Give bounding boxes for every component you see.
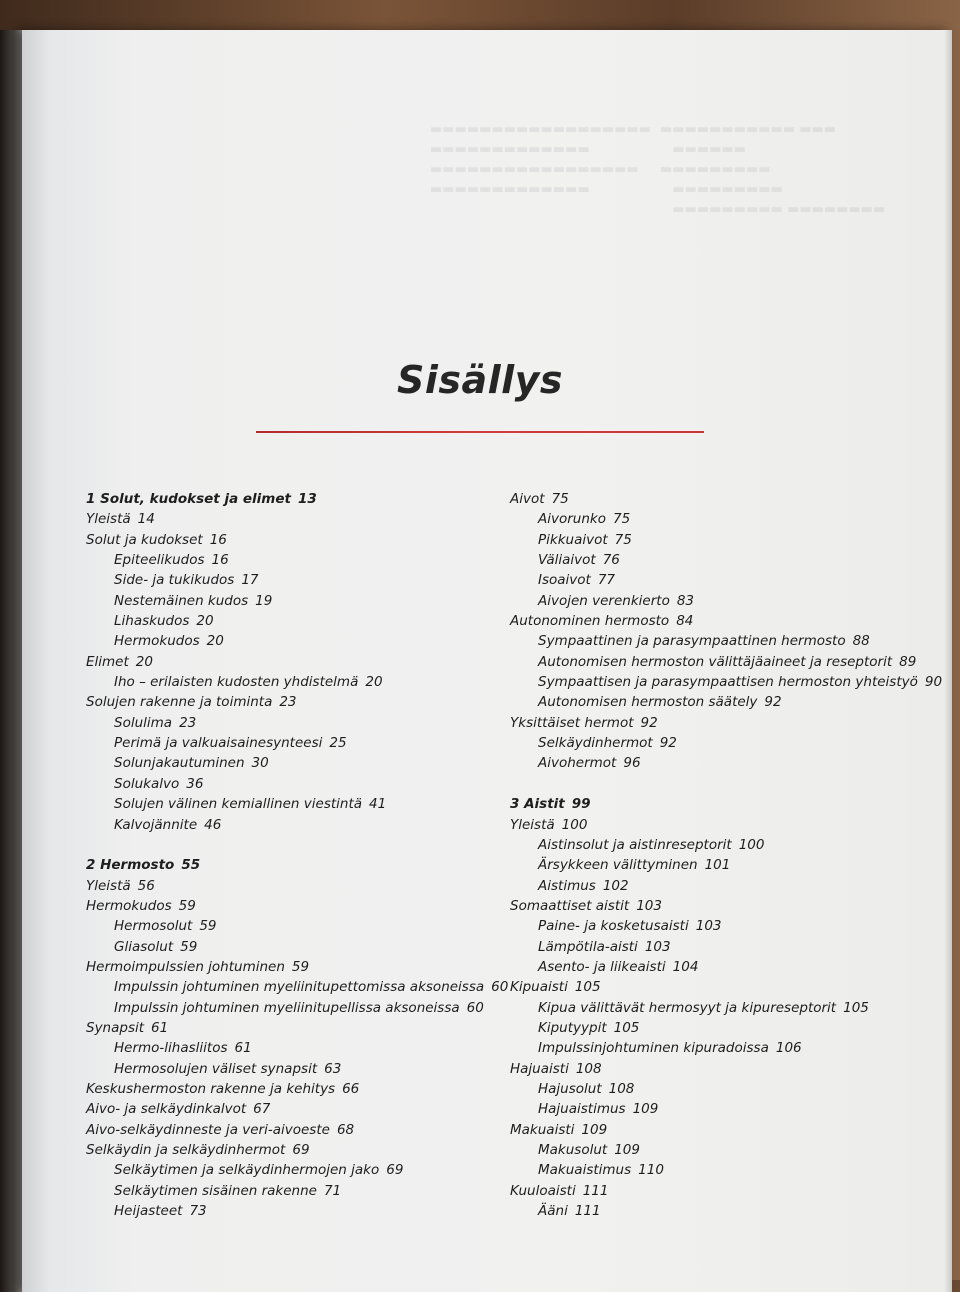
toc-page-number: 59	[180, 938, 198, 955]
toc-page-number: 20	[135, 653, 153, 670]
toc-page-number: 20	[365, 674, 383, 691]
toc-entry-title: 1 Solut, kudokset ja elimet	[86, 491, 291, 507]
toc-entry-title: Sympaattinen ja parasympaattinen hermosto	[538, 633, 846, 650]
toc-entry	[510, 1140, 940, 1160]
toc-entry	[510, 692, 940, 712]
page-title: Sisällys	[396, 358, 564, 402]
toc-entry-title: Solulima	[114, 714, 173, 731]
toc-page-number: 20	[196, 613, 214, 630]
toc-page-number: 104	[672, 958, 699, 975]
toc-page-number: 108	[608, 1080, 635, 1097]
toc-page-number: 69	[386, 1162, 404, 1179]
toc-page-number: 109	[581, 1121, 608, 1138]
toc-page-number: 105	[613, 1019, 640, 1036]
toc-entry	[510, 733, 940, 753]
toc-chapter-heading	[510, 794, 940, 814]
toc-page-number: 13	[298, 491, 317, 507]
toc-entry-title: Aivo-selkäydinneste ja veri-aivoeste	[86, 1121, 330, 1138]
toc-entry	[510, 591, 940, 611]
toc-entry-title: Somaattiset aistit	[510, 897, 630, 914]
toc-page-number: 109	[632, 1101, 659, 1118]
toc-chapter-heading	[86, 489, 506, 509]
toc-entry	[510, 509, 940, 529]
toc-entry	[510, 631, 940, 651]
toc-entry	[86, 957, 506, 977]
toc-entry-title: Makuaisti	[510, 1121, 575, 1138]
toc-entry-title: Hajusolut	[538, 1080, 602, 1097]
toc-entry	[86, 998, 506, 1018]
toc-entry	[86, 1120, 506, 1140]
toc-entry-title: Synapsit	[86, 1019, 145, 1036]
toc-entry-title: Hermoimpulssien johtuminen	[86, 958, 285, 975]
toc-page-number: 99	[571, 796, 591, 813]
toc-entry-title: Iho – erilaisten kudosten yhdistelmä	[114, 674, 359, 691]
toc-page-number: 61	[151, 1019, 169, 1036]
toc-entry-title: Kiputyypit	[538, 1019, 607, 1036]
toc-entry-title: Hajuaistimus	[538, 1101, 626, 1118]
toc-entry	[510, 835, 940, 855]
toc-entry-title: Kipuaisti	[510, 979, 568, 996]
toc-entry-title: Hermo-lihasliitos	[114, 1040, 228, 1057]
toc-page-number: 111	[582, 1182, 609, 1199]
toc-page-number: 110	[638, 1162, 664, 1179]
toc-entry-title: Epiteelikudos	[114, 552, 205, 569]
toc-entry	[86, 1018, 506, 1038]
toc-entry	[86, 550, 506, 570]
toc-entry	[510, 1201, 940, 1221]
toc-entry	[510, 713, 940, 733]
toc-entry	[510, 855, 940, 875]
toc-page-number: 66	[342, 1080, 360, 1097]
toc-page-number: 103	[695, 918, 722, 935]
toc-page-number: 59	[199, 918, 217, 935]
toc-page-number: 16	[211, 552, 229, 569]
toc-entry-title: Kalvojännite	[114, 816, 198, 833]
toc-entry	[86, 1038, 506, 1058]
toc-entry-title: Autonomisen hermoston välittäjäaineet ja reseptorit	[538, 653, 893, 670]
toc-entry-title: Aistinsolut ja aistinreseptorit	[538, 836, 732, 853]
toc-entry-title: Autonominen hermosto	[510, 613, 670, 630]
toc-entry-title: Hermokudos	[86, 897, 172, 914]
toc-page-number: 75	[614, 531, 632, 548]
toc-page-number: 46	[204, 816, 222, 833]
toc-entry-title: Selkäytimen ja selkäydinhermojen jako	[114, 1162, 380, 1179]
toc-entry	[86, 1099, 506, 1119]
toc-entry	[86, 916, 506, 936]
toc-entry-title: Hermosolut	[114, 918, 193, 935]
toc-entry-title: Solujen välinen kemiallinen viestintä	[114, 796, 363, 813]
toc-entry-title: Gliasolut	[114, 938, 174, 955]
toc-entry	[510, 916, 940, 936]
toc-page-number: 71	[323, 1182, 342, 1199]
toc-entry-title: Hajuaisti	[510, 1060, 569, 1077]
toc-entry	[86, 713, 506, 733]
toc-page-number: 96	[623, 755, 641, 772]
toc-entry	[510, 550, 940, 570]
toc-page-number: 60	[466, 999, 484, 1016]
toc-page-number: 100	[738, 836, 765, 853]
toc-entry-title: Yleistä	[86, 511, 131, 528]
toc-entry-title: Pikkuaivot	[538, 531, 608, 548]
toc-entry	[86, 672, 506, 692]
toc-entry	[510, 530, 940, 550]
toc-entry	[86, 876, 506, 896]
toc-entry-title: Aistimus	[538, 877, 596, 894]
toc-entry-title: Selkäydin ja selkäydinhermot	[86, 1142, 286, 1158]
toc-entry-title: Makusolut	[538, 1142, 608, 1158]
toc-entry	[510, 489, 940, 509]
toc-entry-title: Yleistä	[510, 816, 555, 833]
toc-entry-title: Solunjakautuminen	[114, 755, 245, 772]
toc-page-number: 83	[676, 592, 695, 609]
toc-entry-title: Väliaivot	[538, 552, 596, 569]
toc-entry-title: Lämpötila-aisti	[538, 938, 638, 955]
toc-page-number: 75	[551, 491, 569, 507]
toc-entry-title: Sympaattisen ja parasympaattisen hermoston yhteistyö	[538, 674, 918, 691]
toc-entry-title: Aivo- ja selkäydinkalvot	[86, 1101, 247, 1118]
toc-entry-title: Aivojen verenkierto	[538, 592, 670, 609]
toc-entry	[86, 815, 506, 835]
toc-entry-title: Impulssinjohtuminen kipuradoissa	[538, 1040, 769, 1057]
toc-page-number: 73	[189, 1203, 207, 1220]
toc-page-number: 60	[491, 979, 509, 996]
toc-entry	[86, 774, 506, 794]
toc-entry-title: Asento- ja liikeaisti	[538, 958, 666, 975]
toc-entry	[510, 1099, 940, 1119]
toc-entry	[86, 509, 506, 529]
toc-entry	[510, 977, 940, 997]
toc-page-number: 17	[241, 572, 259, 589]
toc-page-number: 63	[324, 1060, 342, 1077]
toc-page-number: 56	[137, 877, 155, 894]
toc-entry	[510, 652, 940, 672]
toc-page-number: 103	[644, 938, 671, 955]
toc-page-number: 68	[336, 1121, 355, 1138]
toc-entry-title: Hermokudos	[114, 633, 200, 650]
toc-entry	[86, 692, 506, 712]
toc-entry	[510, 815, 940, 835]
toc-page-number: 100	[561, 816, 588, 833]
toc-entry-title: Selkäytimen sisäinen rakenne	[114, 1182, 317, 1199]
toc-entry-title: Selkäydinhermot	[538, 735, 653, 752]
toc-page-number: 59	[291, 958, 310, 975]
toc-entry-title: Elimet	[86, 653, 129, 670]
toc-entry-title: Lihaskudos	[114, 613, 190, 630]
toc-entry	[510, 957, 940, 977]
toc-page-number: 105	[574, 979, 601, 996]
toc-page-number: 111	[574, 1203, 601, 1220]
toc-page-number: 75	[612, 511, 631, 528]
toc-entry-title: Solujen rakenne ja toiminta	[86, 694, 273, 711]
toc-entry	[510, 998, 940, 1018]
toc-page-number: 55	[181, 857, 201, 874]
toc-entry	[510, 1181, 940, 1201]
toc-left-column	[86, 489, 509, 1221]
toc-page-number: 67	[253, 1101, 271, 1118]
title-underline-rule	[256, 431, 704, 433]
toc-entry	[86, 977, 509, 997]
toc-entry	[510, 570, 940, 590]
toc-entry-title: 3 Aistit	[510, 796, 565, 813]
toc-entry	[510, 672, 943, 692]
toc-entry-title: Aivorunko	[538, 511, 606, 528]
toc-page-number: 103	[636, 897, 662, 914]
toc-page-number: 36	[186, 775, 204, 792]
toc-entry	[86, 1181, 506, 1201]
toc-entry	[86, 591, 506, 611]
toc-entry-title: Kuuloaisti	[510, 1182, 576, 1199]
toc-page-number: 88	[852, 633, 870, 650]
toc-page-number: 105	[843, 999, 869, 1016]
toc-entry	[86, 1059, 506, 1079]
toc-entry-title: Solut ja kudokset	[86, 531, 203, 548]
toc-entry-title: Heijasteet	[114, 1203, 183, 1220]
toc-entry	[510, 1018, 940, 1038]
toc-entry-title: Side- ja tukikudos	[114, 572, 235, 589]
toc-entry	[86, 896, 506, 916]
toc-entry-title: 2 Hermosto	[86, 857, 175, 874]
toc-entry	[86, 652, 506, 672]
page-edge-shadow	[944, 30, 952, 1292]
toc-entry	[86, 530, 506, 550]
toc-page-number: 30	[251, 755, 269, 772]
toc-entry-title: Yleistä	[86, 877, 131, 894]
toc-page-number: 14	[137, 511, 155, 528]
toc-right-column	[510, 489, 943, 1221]
toc-page-number: 19	[255, 592, 273, 609]
toc-entry	[510, 1059, 940, 1079]
toc-entry	[86, 1201, 506, 1221]
toc-page-number: 106	[775, 1040, 802, 1057]
toc-entry	[86, 631, 506, 651]
toc-entry-title: Paine- ja kosketusaisti	[538, 918, 689, 935]
toc-entry	[86, 1140, 506, 1160]
toc-entry	[86, 1079, 506, 1099]
toc-entry	[86, 611, 506, 631]
toc-entry	[86, 733, 506, 753]
toc-entry-title: Perimä ja valkuaisainesynteesi	[114, 735, 323, 752]
toc-page-number: 101	[704, 857, 731, 874]
toc-page-number: 76	[602, 552, 620, 569]
toc-entry-title: Solukalvo	[114, 775, 180, 792]
toc-page-number: 84	[676, 613, 694, 630]
toc-page-number: 109	[614, 1142, 640, 1158]
toc-page-number: 92	[764, 694, 782, 711]
toc-page-number: 90	[924, 674, 943, 691]
toc-entry	[510, 611, 940, 631]
toc-page-number: 102	[602, 877, 629, 894]
toc-page-number: 25	[329, 735, 347, 752]
toc-entry	[86, 937, 506, 957]
toc-page-number: 59	[178, 897, 196, 914]
toc-entry	[510, 1160, 940, 1180]
toc-page-number: 92	[659, 735, 677, 752]
toc-entry-title: Nestemäinen kudos	[114, 592, 249, 609]
toc-entry-title: Makuaistimus	[538, 1162, 632, 1179]
toc-entry	[510, 937, 940, 957]
toc-page-number: 23	[179, 714, 197, 731]
toc-entry-title: Kipua välittävät hermosyyt ja kipureseptorit	[538, 999, 837, 1016]
toc-chapter-heading	[86, 855, 506, 875]
toc-entry-title: Hermosolujen väliset synapsit	[114, 1060, 318, 1077]
toc-page-number: 92	[640, 714, 658, 731]
toc-entry	[510, 1079, 940, 1099]
toc-entry-title: Aivot	[510, 491, 545, 507]
toc-entry	[86, 753, 506, 773]
toc-entry-title: Keskushermoston rakenne ja kehitys	[86, 1080, 336, 1097]
toc-entry-title: Aivohermot	[538, 755, 617, 772]
toc-entry	[510, 753, 940, 773]
toc-entry-title: Impulssin johtuminen myeliinitupellissa aksoneissa	[114, 999, 460, 1016]
toc-entry-title: Autonomisen hermoston säätely	[538, 694, 758, 711]
toc-entry-title: Impulssin johtuminen myeliinitupettomissa aksoneissa	[114, 979, 485, 996]
toc-page-number: 20	[206, 633, 224, 650]
toc-entry	[510, 1038, 940, 1058]
toc-page-number: 23	[279, 694, 297, 711]
toc-page-number: 41	[369, 796, 387, 813]
toc-page-number: 108	[575, 1060, 602, 1077]
toc-page-number: 69	[292, 1142, 310, 1158]
toc-entry	[86, 570, 506, 590]
toc-page-number: 16	[209, 531, 227, 548]
toc-page-number: 77	[597, 572, 616, 589]
toc-entry-title: Isoaivot	[538, 572, 591, 589]
toc-entry	[86, 1160, 506, 1180]
toc-entry-title: Ääni	[538, 1203, 568, 1220]
toc-entry-title: Ärsykkeen välittyminen	[538, 857, 698, 874]
toc-entry	[510, 1120, 940, 1140]
toc-page-number: 89	[899, 653, 917, 670]
toc-entry	[510, 896, 940, 916]
toc-entry	[86, 794, 506, 814]
toc-entry-title: Yksittäiset hermot	[510, 714, 634, 731]
toc-entry	[510, 876, 940, 896]
toc-page-number: 61	[234, 1040, 252, 1057]
